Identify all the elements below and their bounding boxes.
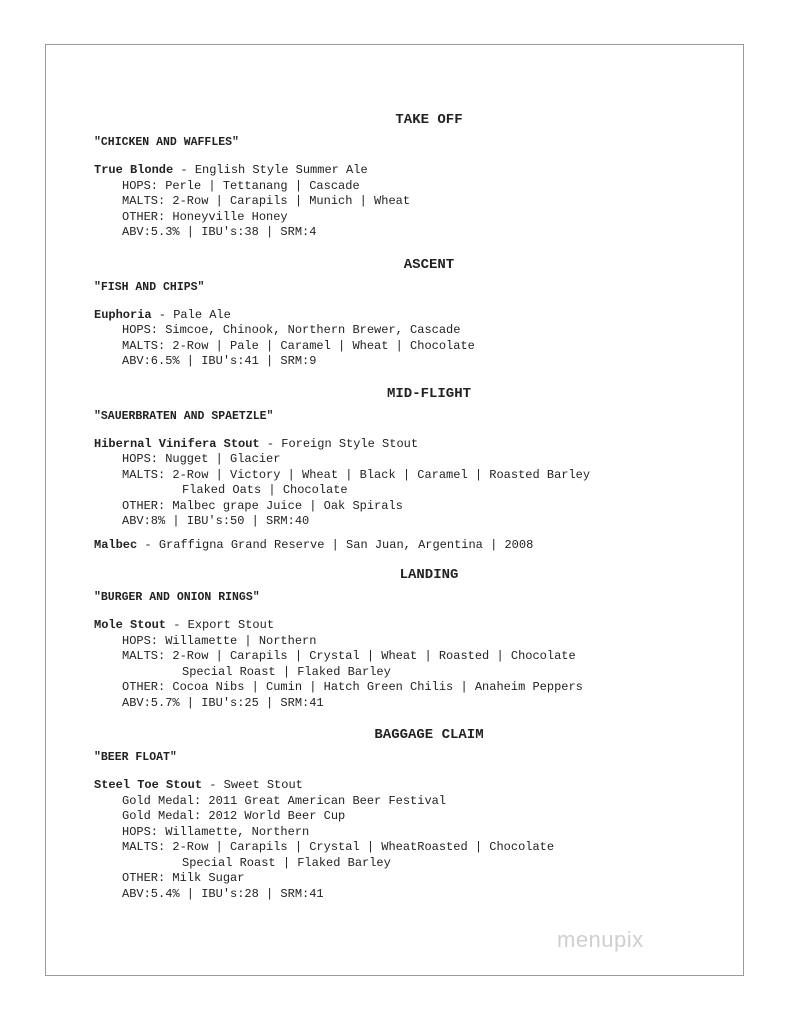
section-title: ASCENT: [403, 256, 455, 273]
beer-other: OTHER: Cocoa Nibs | Cumin | Hatch Green Chilis | Anaheim Peppers: [122, 680, 583, 694]
beer-malts: MALTS: 2-Row | Carapils | Crystal | WheatRoasted | Chocolate: [122, 840, 555, 854]
menu-content: [94, 111, 734, 917]
beer-other: OTHER: Honeyville Honey: [122, 209, 288, 224]
dish-name: "BEER FLOAT": [94, 751, 177, 764]
section-ascent: [94, 256, 734, 370]
section-title: MID-FLIGHT: [386, 385, 471, 402]
wine-name: Malbec: [94, 537, 138, 552]
beer-malts-continued: Special Roast | Flaked Barley: [182, 855, 391, 870]
beer-name: Hibernal Vinifera Stout: [94, 436, 260, 451]
beer-hops: HOPS: Nugget | Glacier: [122, 452, 281, 466]
beer-style: - English Style Summer Ale: [173, 163, 368, 177]
beer-other: OTHER: Malbec grape Juice | Oak Spirals: [122, 498, 403, 513]
beer-malts-continued: Flaked Oats | Chocolate: [182, 483, 348, 497]
beer-heading: [94, 618, 734, 634]
beer-style: - Foreign Style Stout: [259, 436, 419, 451]
beer-stats: ABV:8% | IBU's:50 | SRM:40: [122, 514, 310, 528]
beer-style: - Sweet Stout: [202, 778, 303, 792]
dish-name: "BURGER AND ONION RINGS": [94, 591, 260, 604]
beer-malts-continued: Special Roast | Flaked Barley: [182, 664, 391, 679]
section-mid-flight: [94, 385, 734, 554]
beer-hops: HOPS: Perle | Tettanang | Cascade: [122, 178, 360, 193]
menu-page: [45, 44, 744, 976]
beer-malts: MALTS: 2-Row | Pale | Caramel | Wheat | Chocolate: [122, 338, 475, 353]
wine-details: - Graffigna Grand Reserve | San Juan, Argentina | 2008: [137, 537, 534, 552]
wine-pairing: [94, 538, 734, 554]
section-title: BAGGAGE CLAIM: [374, 727, 484, 743]
beer-hops: HOPS: Willamette | Northern: [122, 633, 317, 648]
beer-stats: ABV:5.7% | IBU's:25 | SRM:41: [122, 695, 324, 710]
beer-malts: MALTS: 2-Row | Carapils | Crystal | Wheat | Roasted | Chocolate: [122, 649, 576, 663]
menupix-watermark: menupix: [557, 927, 644, 952]
beer-heading: [94, 437, 734, 453]
section-landing: [94, 566, 734, 711]
dish-name: "CHICKEN AND WAFFLES": [94, 136, 239, 149]
beer-award: Gold Medal: 2012 World Beer Cup: [122, 809, 346, 823]
beer-name: Euphoria: [94, 307, 152, 322]
section-take-off: [94, 111, 734, 241]
beer-malts: MALTS: 2-Row | Victory | Wheat | Black | Caramel | Roasted Barley: [122, 467, 591, 482]
section-title: TAKE OFF: [395, 112, 463, 128]
beer-heading: [94, 163, 734, 179]
beer-heading: [94, 778, 734, 794]
beer-style: - Pale Ale: [151, 307, 231, 322]
beer-stats: ABV:5.4% | IBU's:28 | SRM:41: [122, 886, 324, 901]
section-title: LANDING: [399, 567, 459, 583]
dish-name: "FISH AND CHIPS": [94, 280, 205, 294]
beer-other: OTHER: Milk Sugar: [122, 871, 245, 885]
beer-hops: HOPS: Simcoe, Chinook, Northern Brewer, Cascade: [122, 323, 461, 337]
beer-hops: HOPS: Willamette, Northern: [122, 824, 310, 839]
beer-stats: ABV:5.3% | IBU's:38 | SRM:4: [122, 225, 317, 239]
beer-stats: ABV:6.5% | IBU's:41 | SRM:9: [122, 354, 317, 368]
dish-name: "SAUERBRATEN AND SPAETZLE": [94, 409, 274, 423]
beer-name: Mole Stout: [94, 618, 167, 632]
beer-name: True Blonde: [94, 163, 174, 177]
section-baggage-claim: [94, 726, 734, 902]
beer-name: Steel Toe Stout: [94, 778, 203, 792]
beer-malts: MALTS: 2-Row | Carapils | Munich | Wheat: [122, 194, 411, 208]
beer-award: Gold Medal: 2011 Great American Beer Festival: [122, 793, 447, 808]
beer-heading: [94, 308, 734, 324]
beer-style: - Export Stout: [166, 618, 275, 632]
